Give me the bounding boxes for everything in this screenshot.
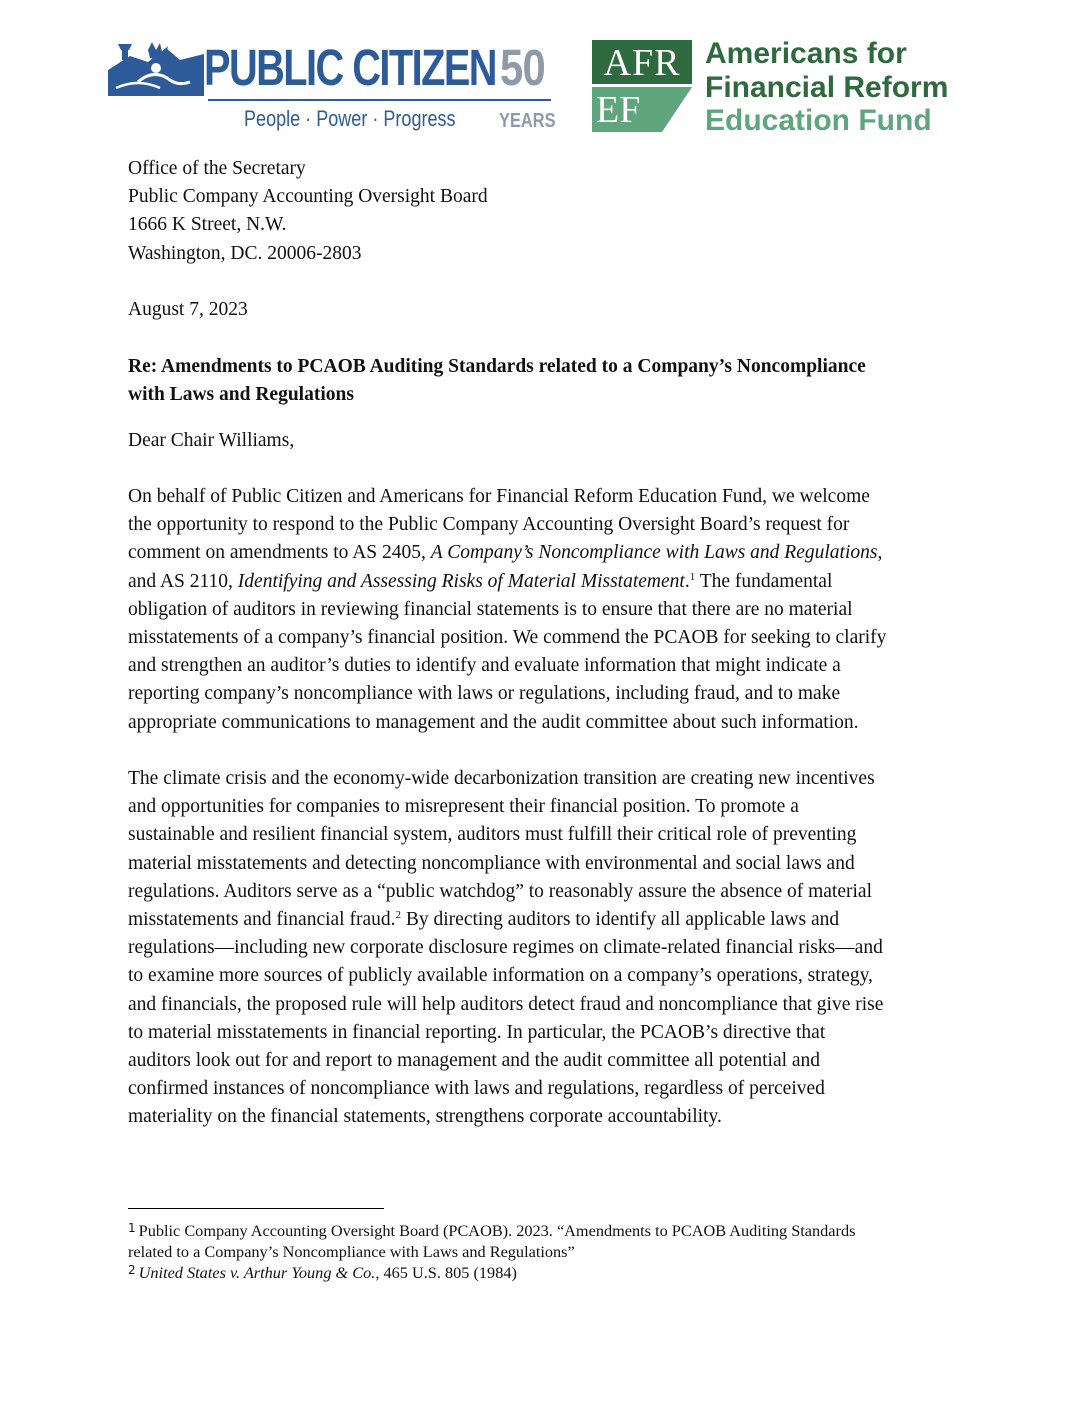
paragraph-line: appropriate communications to management and the audit committee about such information.: [128, 711, 859, 733]
anniversary-years-label: YEARS: [499, 110, 556, 132]
public-citizen-tagline: People · Power · Progress: [244, 106, 456, 131]
afr-monogram-bottom: EF: [596, 89, 641, 131]
paragraph-text: comment on amendments to AS 2405,: [128, 542, 431, 564]
paragraph-text: and AS 2110,: [128, 570, 238, 592]
salutation: Dear Chair Williams,: [128, 430, 295, 451]
paragraph-line: regulations. Auditors serve as a “public watchdog” to reasonably assure the absence of material: [128, 880, 872, 902]
public-citizen-logo: [108, 38, 554, 134]
footnote-separator: [128, 1208, 384, 1209]
paragraph-line: The climate crisis and the economy-wide decarbonization transition are creating new incentives: [128, 768, 875, 789]
paragraph-line: material misstatements and detecting noncompliance with environmental and social laws and: [128, 852, 855, 874]
standard-title-as2405: A Company’s Noncompliance with Laws and Regulations: [430, 542, 878, 564]
footnote-2: [128, 1260, 963, 1283]
paragraph-line: obligation of auditors in reviewing financial statements is to ensure that there are no material: [128, 598, 853, 620]
statue-of-liberty-icon: [108, 42, 204, 96]
subject-line-1: Re: Amendments to PCAOB Auditing Standards related to a Company’s Noncompliance: [128, 356, 866, 377]
paragraph-line: to material misstatements in financial reporting. In particular, the PCAOB’s directive that: [128, 1021, 826, 1043]
address-line: Public Company Accounting Oversight Board: [128, 186, 488, 208]
body-paragraph-2: [128, 765, 963, 1132]
paragraph-text: By directing auditors to identify all applicable laws and: [401, 909, 840, 931]
address-line: Washington, DC. 20006-2803: [128, 242, 362, 264]
footnote-marker: 1: [128, 1221, 136, 1235]
paragraph-line: sustainable and resilient financial system, auditors must fulfill their critical role of preventing: [128, 824, 857, 846]
paragraph-line: and financials, the proposed rule will help auditors detect fraud and noncompliance that give rise: [128, 993, 884, 1015]
paragraph-line: the opportunity to respond to the Public Company Accounting Oversight Board’s request for: [128, 514, 850, 536]
afr-name-line3: Education Fund: [705, 104, 932, 137]
paragraph-line: auditors look out for and report to management and the audit committee all potential and: [128, 1050, 821, 1072]
footnote-marker: 2: [128, 1263, 136, 1277]
paragraph-line: confirmed instances of noncompliance with laws and regulations, regardless of perceived: [128, 1078, 825, 1100]
paragraph-line: On behalf of Public Citizen and Americans for Financial Reform Education Fund, we welcome: [128, 486, 870, 507]
footnote-text: Public Company Accounting Oversight Board (PCAOB). 2023. “Amendments to PCAOB Auditing Standards: [138, 1221, 856, 1240]
paragraph-text: The fundamental: [695, 570, 833, 592]
logo-divider: [208, 99, 551, 101]
paragraph-line: misstatements of a company’s financial position. We commend the PCAOB for seeking to clarify: [128, 627, 887, 649]
address-line: 1666 K Street, N.W.: [128, 214, 287, 236]
paragraph-line: [128, 539, 963, 567]
footnote-1: [128, 1218, 963, 1262]
footnote-line: [128, 1260, 963, 1283]
paragraph-line: and opportunities for companies to misrepresent their financial position. To promote a: [128, 796, 799, 818]
paragraph-text: .: [684, 570, 690, 592]
afr-education-fund-logo: [592, 37, 962, 137]
paragraph-line: reporting company’s noncompliance with laws or regulations, including fraud, and to make: [128, 683, 841, 705]
case-citation: United States v. Arthur Young & Co.: [138, 1263, 376, 1282]
afr-name-line1: Americans for: [705, 37, 907, 70]
paragraph-line: to examine more sources of publicly available information on a company’s operations, strategy,: [128, 965, 873, 987]
footnote-text: , 465 U.S. 805 (1984): [375, 1263, 517, 1282]
paragraph-line: [128, 906, 963, 934]
subject-line-2: with Laws and Regulations: [128, 384, 354, 406]
letter-date: August 7, 2023: [128, 299, 248, 320]
footnote-ref-2: 2: [395, 909, 401, 922]
footnote-ref-1: 1: [689, 570, 696, 583]
public-citizen-wordmark: PUBLIC CITIZEN: [204, 39, 496, 96]
footnote-line: [128, 1218, 963, 1241]
paragraph-line: and strengthen an auditor’s duties to identify and evaluate information that might indicate a: [128, 655, 841, 677]
paragraph-line: materiality on the financial statements, strengthens corporate accountability.: [128, 1106, 722, 1128]
address-line: Office of the Secretary: [128, 158, 306, 179]
paragraph-line: regulations—including new corporate disclosure regimes on climate-related financial risks—and: [128, 937, 883, 959]
standard-title-as2110: Identifying and Assessing Risks of Material Misstatement: [237, 570, 685, 592]
footnote-line: related to a Company’s Noncompliance with Laws and Regulations”: [128, 1242, 575, 1261]
paragraph-text: misstatements and financial fraud.: [128, 909, 396, 931]
recipient-address: [128, 155, 963, 268]
anniversary-number: 50: [500, 39, 545, 96]
afr-name-line2: Financial Reform: [705, 71, 949, 104]
paragraph-line: [128, 568, 963, 596]
afr-monogram-top: AFR: [592, 40, 692, 84]
paragraph-text: ,: [877, 542, 883, 564]
body-paragraph-1: [128, 483, 963, 737]
subject-line: [128, 353, 963, 409]
